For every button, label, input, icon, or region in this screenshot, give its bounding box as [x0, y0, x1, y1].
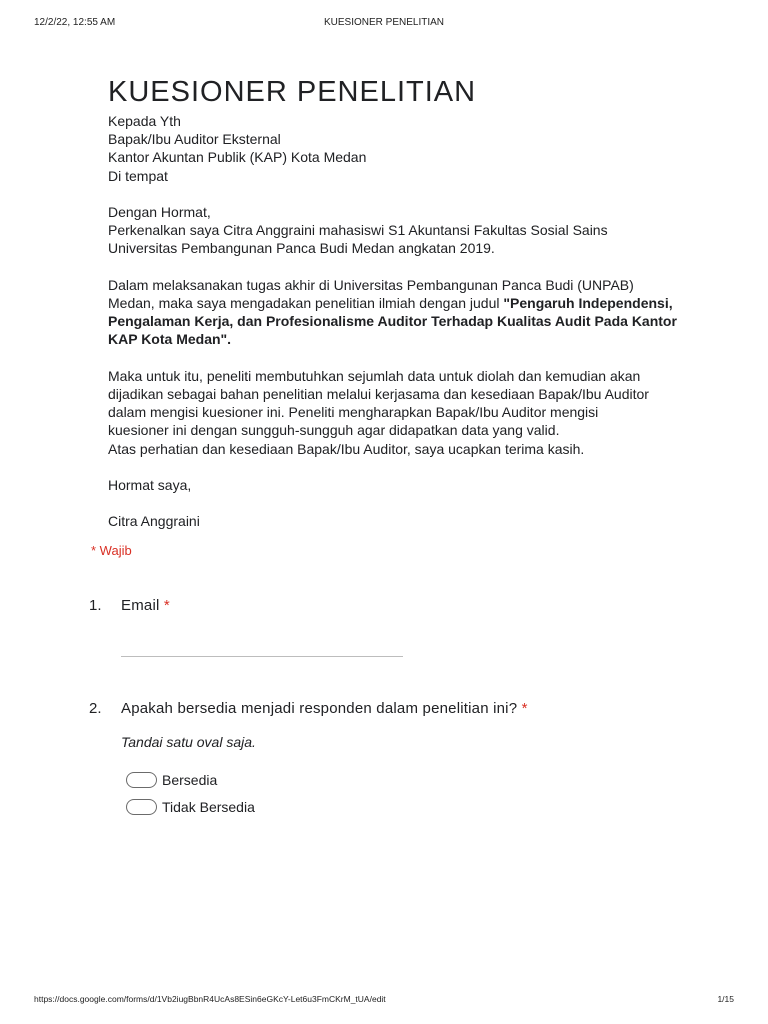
request-line: dalam mengisi kuesioner ini. Peneliti mengharapkan Bapak/Ibu Auditor mengisi — [108, 404, 599, 421]
option-bersedia[interactable] — [126, 772, 217, 788]
email-input[interactable] — [121, 656, 403, 657]
intro-line: Dengan Hormat, — [108, 204, 211, 220]
address-line: Kantor Akuntan Publik (KAP) Kota Medan — [108, 149, 367, 166]
oval-radio[interactable] — [126, 772, 157, 788]
address-block — [108, 112, 678, 185]
question-text: Email — [121, 597, 160, 614]
option-label: Bersedia — [162, 772, 218, 788]
question-email-label — [121, 597, 170, 614]
required-asterisk: * — [521, 700, 528, 717]
request-line: Maka untuk itu, peneliti membutuhkan sejumlah data untuk diolah dan kemudian akan — [108, 367, 641, 384]
print-footer-url: https://docs.google.com/forms/d/1Vb2iugBbnR4UcAs8ESin6eGKcY-Let6u3FmCKrM_tUA/edit — [34, 994, 386, 1004]
question-text: Apakah bersedia menjadi responden dalam penelitian ini? — [121, 700, 518, 717]
request-line: Atas perhatian dan kesediaan Bapak/Ibu Auditor, saya ucapkan terima kasih. — [108, 440, 585, 457]
intro-line: Perkenalkan saya Citra Anggraini mahasiswi S1 Akuntansi Fakultas Sosial Sains — [108, 222, 608, 239]
signature: Citra Anggraini — [108, 513, 200, 530]
request-line: kuesioner ini dengan sungguh-sungguh agar didapatkan data yang valid. — [108, 422, 560, 439]
required-note: * Wajib — [91, 543, 132, 558]
closing: Hormat saya, — [108, 477, 192, 493]
question-number: 1. — [89, 597, 102, 614]
option-label: Tidak Bersedia — [162, 799, 255, 815]
question-consent-label — [121, 700, 528, 717]
print-datetime: 12/2/22, 12:55 AM — [34, 17, 116, 28]
research-lead: Dalam melaksanakan tugas akhir di Universitas Pembangunan Panca Budi (UNPAB) Medan, maka saya mengadakan penelitian ilmiah dengan judul — [108, 276, 634, 311]
address-line: Di tempat — [108, 167, 168, 184]
address-line: Kepada Yth — [108, 113, 181, 129]
address-line: Bapak/Ibu Auditor Eksternal — [108, 131, 281, 148]
form-title: KUESIONER PENELITIAN — [108, 76, 477, 108]
print-header-title: KUESIONER PENELITIAN — [323, 17, 445, 28]
intro-line: Universitas Pembangunan Panca Budi Medan angkatan 2019. — [108, 240, 495, 257]
required-asterisk: * — [163, 597, 170, 614]
research-title: "Pengaruh Independensi, Pengalaman Kerja, dan Profesionalisme Auditor Terhadap Kualitas Audit Pada Kantor KAP Kota Medan". — [108, 295, 677, 348]
question-number: 2. — [89, 700, 102, 717]
form-description — [108, 112, 678, 549]
print-page-number: 1/15 — [717, 994, 734, 1004]
request-line: dijadikan sebagai bahan penelitian melalui kerjasama dan kesediaan Bapak/Ibu Auditor — [108, 386, 649, 402]
request-block — [108, 367, 678, 458]
research-block — [108, 276, 678, 349]
intro-block — [108, 203, 678, 258]
option-tidak-bersedia[interactable] — [126, 799, 255, 815]
question-hint: Tandai satu oval saja. — [121, 734, 256, 750]
oval-radio[interactable] — [126, 799, 157, 815]
